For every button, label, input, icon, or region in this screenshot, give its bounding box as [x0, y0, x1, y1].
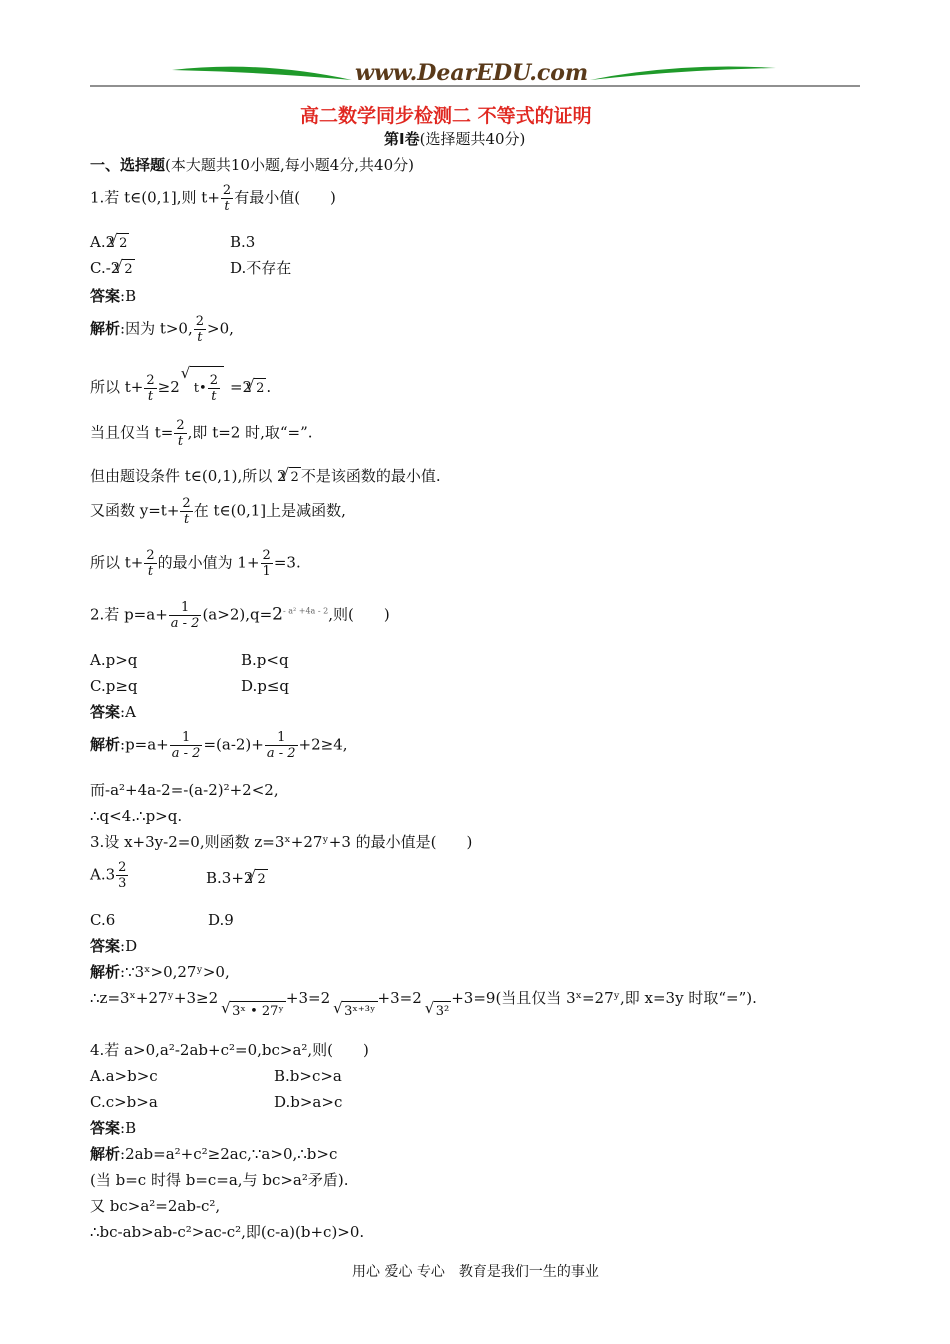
q4-option-d: D.b>a>c: [274, 1093, 343, 1111]
subtitle-rest: (选择题共40分): [419, 130, 526, 148]
subtitle: [384, 129, 525, 149]
q2-option-c: C.p≥q: [90, 677, 138, 695]
q3-stem: 3.设 x+3y-2=0,则函数 z=3ˣ+27ʸ+3 的最小值是( ): [90, 833, 473, 851]
section-head: 一、选择题: [90, 156, 166, 174]
q1-stem: [90, 183, 336, 214]
q2-answer: 答案:A: [90, 703, 136, 721]
q4-analysis-4: ∴bc-ab>ab-c²>ac-c²,即(c-a)(b+c)>0.: [90, 1223, 365, 1241]
q4-analysis-2: (当 b=c 时得 b=c=a,与 bc>a²矛盾).: [90, 1171, 349, 1189]
q1-analysis-4: 但由题设条件 t∈(0,1),所以 2√ 2 不是该函数的最小值.: [90, 466, 441, 488]
q2-stem: 2.若 p=a+ $\frac{1}{a - 2}$ $(a>2),q=2^{- a^2 +4a - 2}$,则( ): [90, 600, 390, 631]
header-banner: [90, 58, 860, 94]
q4-analysis-3: 又 bc>a²=2ab-c²,: [90, 1197, 221, 1215]
q3-answer: 答案:D: [90, 937, 138, 955]
q2-analysis-3: ∴q<4.∴p>q.: [90, 807, 183, 825]
q2-option-d: D.p≤q: [241, 677, 290, 695]
q1-analysis-1: 解析:因为 t>0, $\frac{2}{t}$ >0,: [90, 314, 234, 345]
q1-stem-pre: 1.若 t∈(0,1],则 t+: [90, 188, 220, 207]
q3-option-c: C.6: [90, 911, 116, 929]
q1-answer: 答案:B: [90, 287, 137, 305]
page-footer: 用心 爱心 专心 教育是我们一生的事业: [352, 1264, 599, 1280]
q2-option-a: A.p>q: [90, 651, 138, 669]
q1-option-d: D.不存在: [230, 259, 292, 277]
q1-frac: $\frac{2}{t}$: [222, 183, 232, 214]
page-title: 高二数学同步检测二 不等式的证明: [300, 105, 592, 127]
q1-analysis-2: 所以 t+ $\frac{2}{t}$ ≥2√ t• $\frac{2}{t}$ =2√ 2 .: [90, 366, 271, 404]
site-name: www.DearEDU.com: [355, 60, 589, 86]
q1-option-a: A.2√ 2: [90, 232, 129, 254]
q1-analysis-6: 所以 t+ $\frac{2}{t}$ 的最小值为 1+ $\frac{2}{1}$ =3.: [90, 548, 301, 579]
q1-option-b: B.3: [230, 233, 256, 251]
section-desc: (本大题共10小题,每小题4分,共40分): [165, 156, 414, 174]
q4-analysis-1: 解析:2ab=a²+c²≥2ac,∵a>0,∴b>c: [90, 1145, 338, 1163]
q3-option-a: A.3 $\frac{2}{3}$: [90, 860, 127, 891]
q1-analysis-3: 当且仅当 t= $\frac{2}{t}$ ,即 t=2 时,取“=”.: [90, 418, 313, 449]
q1-stem-post: 有最小值( ): [234, 188, 336, 207]
q1-option-c: C.-2√ 2: [90, 258, 135, 280]
q2-option-b: B.p<q: [241, 651, 289, 669]
q4-answer: 答案:B: [90, 1119, 137, 1137]
q3-analysis-2: ∴z=3ˣ+27ʸ+3≥2√ 3ˣ • 27ʸ+3=2√ 3ˣ⁺³ʸ+3=2√ 3²+3=9(当且仅当 3ˣ=27ʸ,即 x=3y 时取“=”).: [90, 988, 757, 1022]
q3-option-d: D.9: [208, 911, 234, 929]
q4-option-b: B.b>c>a: [274, 1067, 342, 1085]
q3-option-b: B.3+2√ 2: [206, 868, 268, 890]
q1-analysis-5: 又函数 y=t+ $\frac{2}{t}$ 在 t∈(0,1]上是减函数,: [90, 496, 346, 527]
q4-option-a: A.a>b>c: [90, 1067, 158, 1085]
q2-analysis-1: 解析:p=a+ $\frac{1}{a - 2}$ =(a-2)+ $\frac{1}{a - 2}$ +2≥4,: [90, 730, 348, 761]
section-heading: [90, 155, 414, 175]
q2-analysis-2: 而-a²+4a-2=-(a-2)²+2<2,: [90, 781, 279, 799]
q3-analysis-1: 解析:∵3ˣ>0,27ʸ>0,: [90, 963, 230, 981]
q4-stem: 4.若 a>0,a²-2ab+c²=0,bc>a²,则( ): [90, 1041, 369, 1059]
q4-option-c: C.c>b>a: [90, 1093, 158, 1111]
subtitle-bold: 第Ⅰ卷: [384, 130, 420, 148]
